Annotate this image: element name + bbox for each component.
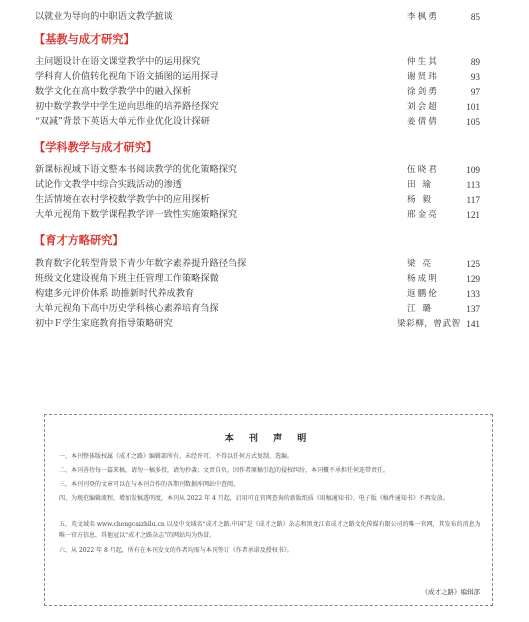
- notice-paragraph: 四、为规范编辑流程，增加发稿透明度，本刊从 2022 年 4 月起，启用可在官网查询的新版纸质《用稿通知书》、电子版《稿件通知书》不再发放。: [59, 495, 449, 502]
- toc-entry[interactable]: [35, 257, 480, 271]
- toc-entry[interactable]: [35, 302, 480, 316]
- notice-paragraph: 二、本刊善待每一篇来稿，请勿一稿多投，请勿抄袭；文责自负，因作者原稿引起的侵权纠纷，本刊概不承担任何连带责任。: [59, 467, 390, 474]
- toc-entry[interactable]: [35, 115, 480, 129]
- entry-title: 试论作文教学中综合实践活动的渗透: [35, 179, 182, 190]
- toc-entry[interactable]: [35, 10, 480, 24]
- section-heading-basic-education: 【基教与成才研究】: [34, 33, 135, 46]
- notice-paragraph: 五、英文域名 www.chengcaizhilu.cn 以及中文域名“成才之路.中国”是《成才之路》杂志和黑龙江省成才之路文化传媒有限公司的唯一官网，其发布的消息为唯一官方信息，其他冠以“成才之路杂志”的网站均为伪冒。: [59, 521, 481, 539]
- entry-title: 教育数字化转型背景下青少年数字素养提升路径刍探: [35, 258, 247, 269]
- entry-page: 93: [470, 72, 480, 82]
- entry-title: 初中Ｆ学生家庭教育指导策略研究: [35, 318, 173, 329]
- entry-title: 主问题设计在语文课堂教学中的运用探究: [35, 56, 201, 67]
- entry-page: 125: [466, 259, 480, 269]
- entry-page: 133: [466, 289, 480, 299]
- entry-page: 117: [466, 195, 480, 205]
- entry-title: 生活情境在农村学校数学教学中的应用探析: [35, 194, 210, 205]
- entry-page: 97: [470, 87, 480, 97]
- entry-author: 仲生其: [407, 57, 439, 67]
- entry-page: 141: [466, 319, 480, 329]
- entry-author: 梁彩柳，曾武智: [397, 319, 461, 329]
- entry-author: 伍晓君: [407, 165, 439, 175]
- entry-page: 105: [466, 117, 480, 127]
- entry-page: 137: [466, 304, 480, 314]
- notice-paragraph: 一、本刊整体版权属《成才之路》编辑部所有，未经许可，不得以任何方式复制、选编。: [59, 453, 294, 460]
- entry-title: 新课标视域下语文整本书阅读教学的优化策略探究: [35, 164, 238, 175]
- entry-author: 徐剑勇: [407, 87, 439, 97]
- entry-title: 初中数学教学中学生逆向思维的培养路径探究: [35, 101, 219, 112]
- entry-title: 大单元视角下高中历史学科核心素养培育刍探: [35, 303, 219, 314]
- entry-page: 101: [466, 102, 480, 112]
- entry-page: 113: [466, 180, 480, 190]
- toc-entry[interactable]: [35, 55, 480, 69]
- entry-author: 李枫勇: [407, 12, 439, 22]
- toc-entry[interactable]: [35, 208, 480, 222]
- toc-entry[interactable]: [35, 70, 480, 84]
- entry-page: 109: [466, 165, 480, 175]
- entry-author: 谢贤玮: [407, 72, 439, 82]
- entry-author: 杨成明: [407, 274, 439, 284]
- entry-author: 姜倩倩: [407, 117, 439, 127]
- entry-title: 以就业为导向的中职语文教学摭谈: [35, 11, 173, 22]
- section-heading-education-strategy: 【育才方略研究】: [34, 234, 124, 247]
- entry-page: 85: [470, 12, 480, 22]
- toc-entry[interactable]: [35, 317, 480, 331]
- toc-entry[interactable]: [35, 85, 480, 99]
- toc-entry[interactable]: [35, 100, 480, 114]
- entry-author: 杨 毅: [407, 195, 433, 205]
- toc-entry[interactable]: [35, 193, 480, 207]
- entry-title: 班级文化建设视角下班主任管理工作策略探微: [35, 273, 219, 284]
- entry-page: 129: [466, 274, 480, 284]
- toc-entry[interactable]: [35, 178, 480, 192]
- notice-paragraph: 三、本刊刊登的文章可以在与本刊合作的各期刊数据库网站中查阅。: [59, 481, 240, 488]
- entry-author: 江 璐: [407, 304, 433, 314]
- entry-author: 邢金亮: [407, 210, 439, 220]
- notice-signature: 《成才之路》编辑部: [421, 588, 480, 596]
- toc-entry[interactable]: [35, 287, 480, 301]
- toc-entry[interactable]: [35, 163, 480, 177]
- entry-author: 刘会超: [407, 102, 439, 112]
- entry-author: 田 瑜: [407, 180, 433, 190]
- entry-title: 数学文化在高中数学教学中的融入探析: [35, 86, 192, 97]
- section-heading-subject-teaching: 【学科教学与成才研究】: [34, 141, 158, 154]
- entry-author: 梁 亮: [407, 259, 433, 269]
- toc-entry[interactable]: [35, 272, 480, 286]
- entry-page: 121: [466, 210, 480, 220]
- entry-page: 89: [470, 57, 480, 67]
- entry-author: 返鹏伦: [407, 289, 439, 299]
- entry-title: 构建多元评价体系 助推新时代养成教育: [35, 288, 195, 299]
- entry-title: 学科育人价值转化视角下语文插图的运用探寻: [35, 71, 219, 82]
- notice-title: 本 刊 声 明: [224, 434, 313, 444]
- entry-title: 大单元视角下数学课程教学评一致性实施策略探究: [35, 209, 238, 220]
- notice-paragraph: 六、从 2022 年 8 月起，所有在本刊发文的作者均需与本刊签订《作者承诺及授权书》。: [59, 547, 293, 554]
- journal-notice-box: [44, 414, 493, 606]
- entry-title: “双减”背景下英语大单元作业优化设计探研: [35, 116, 210, 127]
